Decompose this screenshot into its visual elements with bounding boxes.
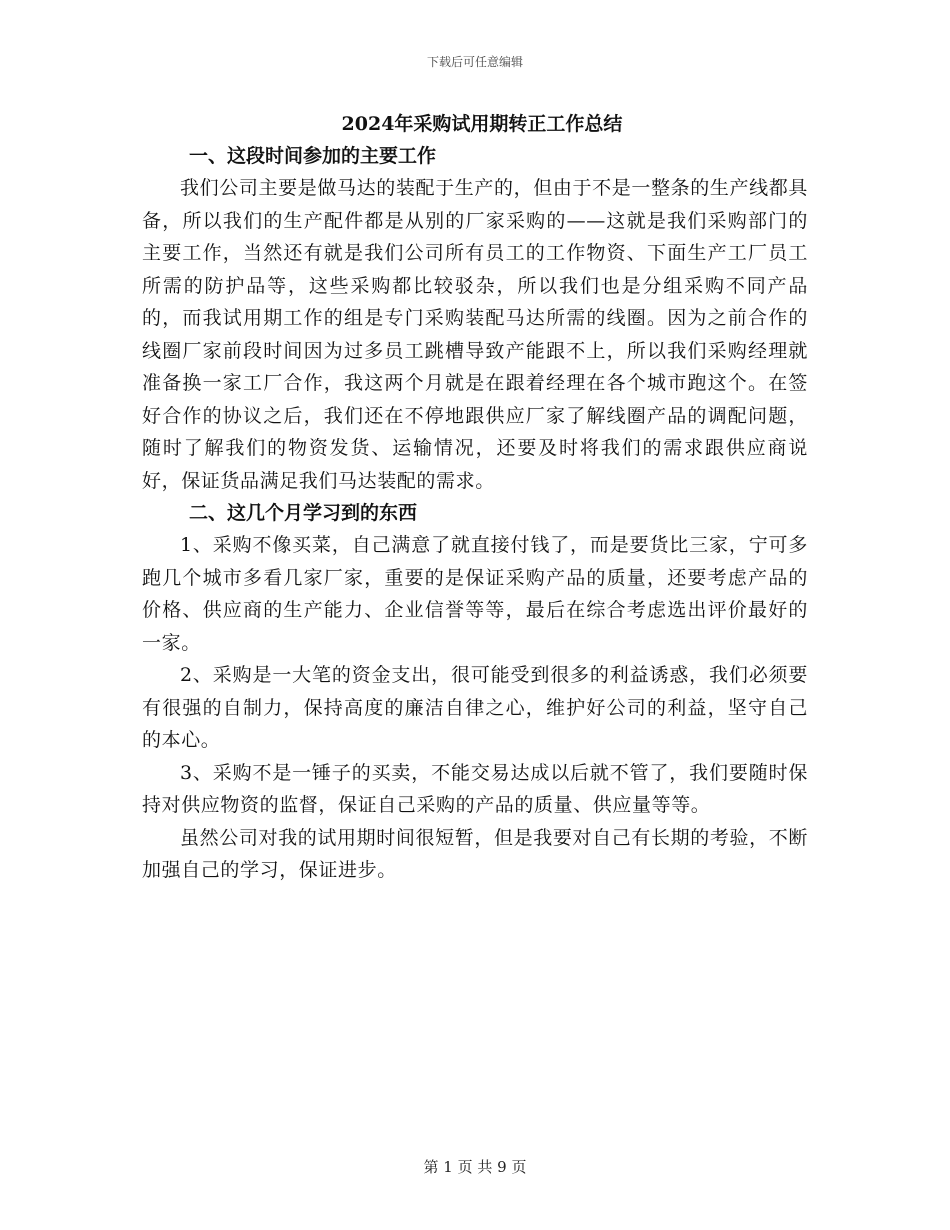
paragraph: 3、采购不是一锤子的买卖，不能交易达成以后就不管了，我们要随时保持对供应物资的监督，保证自己采购的产品的质量、供应量等等。 — [142, 761, 808, 816]
page-header-note: 下载后可任意编辑 — [426, 55, 523, 69]
section-1 — [142, 140, 808, 497]
section-heading: 一、这段时间参加的主要工作 — [189, 145, 437, 167]
section-2 — [142, 497, 808, 887]
section-heading: 二、这几个月学习到的东西 — [189, 502, 418, 524]
paragraph: 我们公司主要是做马达的装配于生产的，但由于不是一整条的生产线都具备，所以我们的生产配件都是从别的厂家采购的——这就是我们采购部门的主要工作，当然还有就是我们公司所有员工的工作物资、下面生产工厂员工所需的防护品等，这些采购都比较驳杂，所以我们也是分组采购不同产品的，而我试用期工作的组是专门采购装配马达所需的线圈。因为之前合作的线圈厂家前段时间因为过多员工跳槽导致产能跟不上，所以我们采购经理就准备换一家工厂合作，我这两个月就是在跟着经理在各个城市跑这个。在签好合作的协议之后，我们还在不停地跟供应厂家了解线圈产品的调配问题，随时了解我们的物资发货、运输情况，还要及时将我们的需求跟供应商说好，保证货品满足我们马达装配的需求。 — [142, 177, 808, 492]
document-title: 2024年采购试用期转正工作总结 — [341, 113, 623, 135]
page-number: 第 1 页 共 9 页 — [423, 1158, 527, 1176]
paragraph: 1、采购不像买菜，自己满意了就直接付钱了，而是要货比三家，宁可多跑几个城市多看几家厂家，重要的是保证采购产品的质量，还要考虑产品的价格、供应商的生产能力、企业信誉等等，最后在综合考虑选出评价最好的一家。 — [142, 534, 808, 654]
paragraph: 2、采购是一大笔的资金支出，很可能受到很多的利益诱惑，我们必须要有很强的自制力，保持高度的廉洁自律之心，维护好公司的利益，坚守自己的本心。 — [142, 664, 808, 751]
paragraph: 虽然公司对我的试用期时间很短暂，但是我要对自己有长期的考验，不断加强自己的学习，保证进步。 — [142, 826, 808, 881]
document-body — [142, 108, 808, 887]
